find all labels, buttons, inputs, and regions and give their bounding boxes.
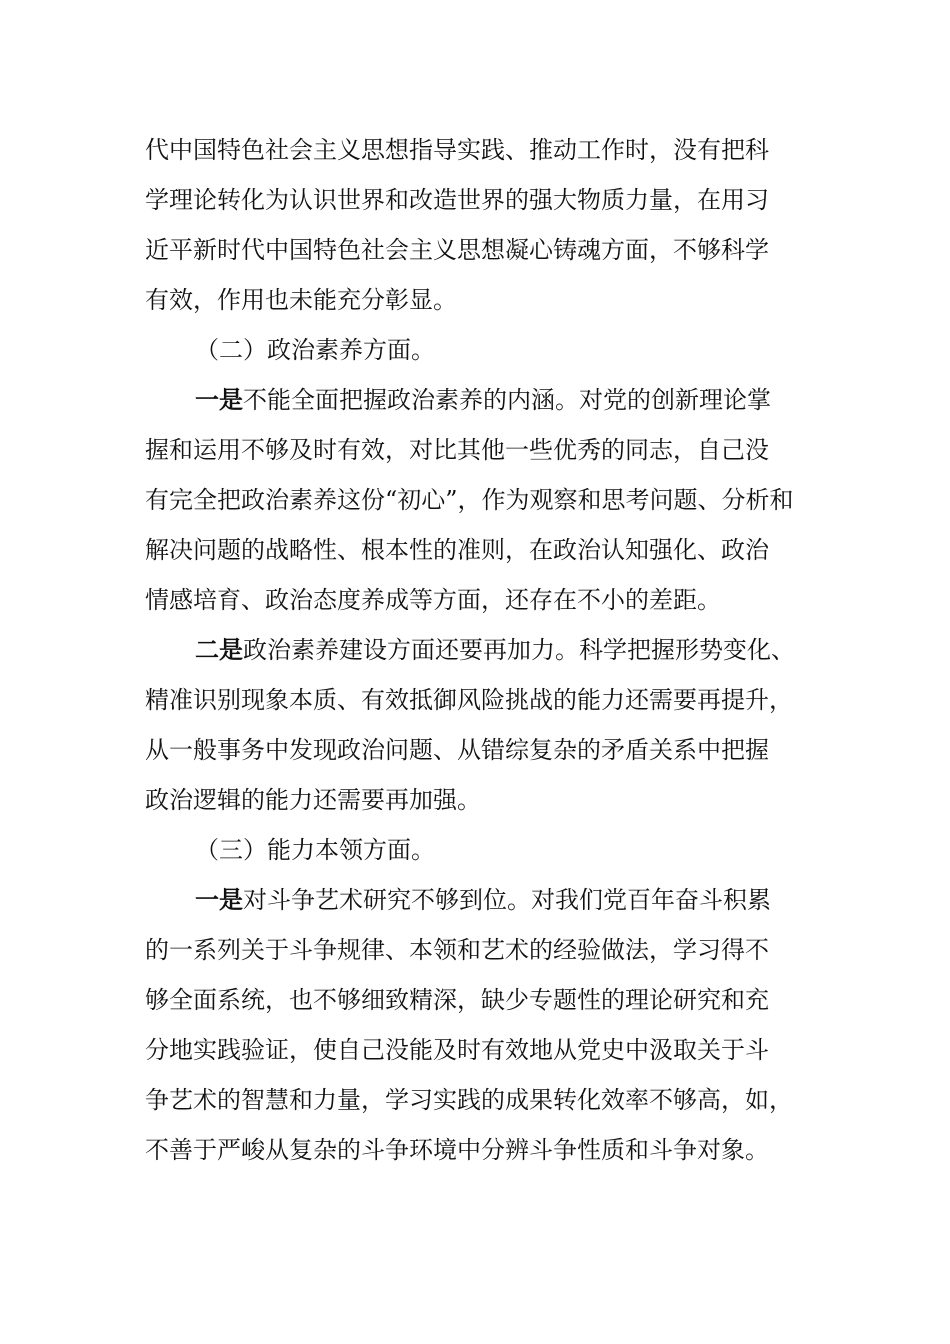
document-body bbox=[145, 125, 810, 1175]
text-line: 情感培育、政治态度养成等方面，还存在不小的差距。 bbox=[145, 586, 721, 614]
text-line: 有完全把政治素养这份“初心”，作为观察和思考问题、分析和 bbox=[145, 486, 794, 514]
text-line-first bbox=[145, 375, 810, 425]
text-line: 近平新时代中国特色社会主义思想凝心铸魂方面，不够科学 bbox=[145, 236, 769, 264]
text-line: 够全面系统，也不够细致精深，缺少专题性的理论研究和充 bbox=[145, 986, 769, 1014]
item-text: 不能全面把握政治素养的内涵。对党的创新理论掌 bbox=[243, 386, 771, 414]
section-heading-ability: （三）能力本领方面。 bbox=[195, 836, 435, 864]
text-line: 争艺术的智慧和力量，学习实践的成果转化效率不够高，如， bbox=[145, 1086, 793, 1114]
section-heading-political-literacy: （二）政治素养方面。 bbox=[195, 336, 435, 364]
item-text: 对斗争艺术研究不够到位。对我们党百年奋斗积累 bbox=[243, 886, 771, 914]
text-line: 分地实践验证，使自己没能及时有效地从党史中汲取关于斗 bbox=[145, 1036, 769, 1064]
text-line: 不善于严峻从复杂的斗争环境中分辨斗争性质和斗争对象。 bbox=[145, 1136, 769, 1164]
paragraph-section2-item2 bbox=[145, 625, 810, 825]
text-line: 从一般事务中发现政治问题、从错综复杂的矛盾关系中把握 bbox=[145, 736, 769, 764]
item-lead: 二是 bbox=[195, 636, 243, 664]
text-line-first bbox=[145, 875, 810, 925]
item-lead: 一是 bbox=[195, 886, 243, 914]
paragraph-section2-item1 bbox=[145, 375, 810, 625]
text-line: 握和运用不够及时有效，对比其他一些优秀的同志，自己没 bbox=[145, 436, 769, 464]
text-line: 政治逻辑的能力还需要再加强。 bbox=[145, 786, 481, 814]
item-text: 政治素养建设方面还要再加力。科学把握形势变化、 bbox=[243, 636, 795, 664]
text-line: 代中国特色社会主义思想指导实践、推动工作时，没有把科 bbox=[145, 136, 769, 164]
text-line: 有效，作用也未能充分彰显。 bbox=[145, 286, 457, 314]
text-line: 解决问题的战略性、根本性的准则，在政治认知强化、政治 bbox=[145, 536, 769, 564]
paragraph-section3-item1 bbox=[145, 875, 810, 1175]
text-line: 精准识别现象本质、有效抵御风险挑战的能力还需要再提升， bbox=[145, 686, 793, 714]
text-line: 的一系列关于斗争规律、本领和艺术的经验做法，学习得不 bbox=[145, 936, 769, 964]
paragraph-continuation bbox=[145, 125, 810, 325]
text-line-first bbox=[145, 625, 810, 675]
text-line: 学理论转化为认识世界和改造世界的强大物质力量，在用习 bbox=[145, 186, 769, 214]
item-lead: 一是 bbox=[195, 386, 243, 414]
